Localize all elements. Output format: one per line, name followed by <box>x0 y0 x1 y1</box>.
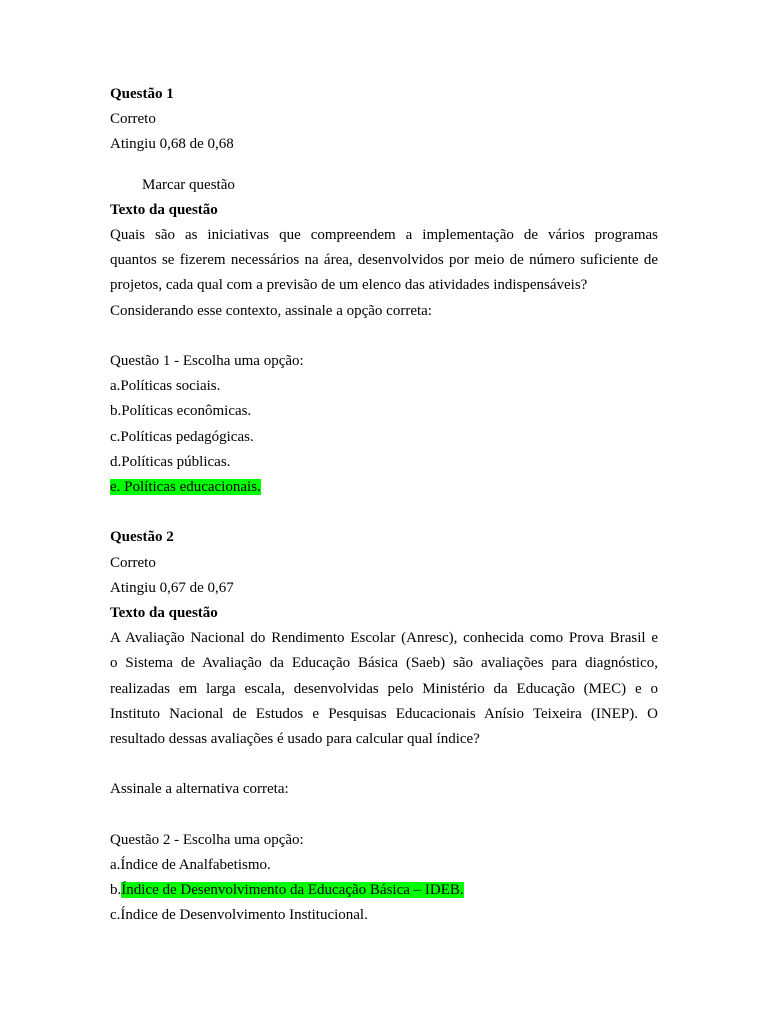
question-body-line: projetos, cada qual com a previsão de um elenco das atividades indispensáveis? <box>110 277 588 294</box>
question-body <box>110 223 658 299</box>
option-a[interactable]: a.Políticas sociais. <box>110 378 221 395</box>
question-status: Correto <box>110 111 156 128</box>
question-text-heading: Texto da questão <box>110 201 218 218</box>
question-score: Atingiu 0,68 de 0,68 <box>110 136 234 153</box>
question-1 <box>110 82 658 500</box>
question-title: Questão 1 <box>110 86 174 102</box>
option-c[interactable]: c.Políticas pedagógicas. <box>110 428 254 445</box>
option-b[interactable]: b.Políticas econômicas. <box>110 403 252 420</box>
question-body-line: o Sistema de Avaliação da Educação Básica (Saeb) são avaliações para diagnóstico, <box>110 655 658 672</box>
question-score: Atingiu 0,67 de 0,67 <box>110 579 234 596</box>
flag-question-link[interactable]: Marcar questão <box>142 176 235 193</box>
question-body-line: Quais são as iniciativas que compreendem a implementação de vários programas <box>110 227 658 244</box>
option-b-text: Índice de Desenvolvimento da Educação Básica – IDEB. <box>121 882 464 899</box>
question-body-line: quantos se fizerem necessários na área, desenvolvidos por meio de número suficiente de <box>110 252 658 269</box>
question-body <box>110 626 658 752</box>
document-page <box>110 82 658 929</box>
option-b-letter: b. <box>110 882 122 899</box>
question-2 <box>110 525 658 928</box>
question-status: Correto <box>110 554 156 571</box>
question-title: Questão 2 <box>110 529 174 546</box>
question-text-heading: Texto da questão <box>110 605 218 622</box>
question-instruction: Considerando esse contexto, assinale a opção correta: <box>110 302 432 319</box>
question-body-line: Instituto Nacional de Estudos e Pesquisas Educacionais Anísio Teixeira (INEP). O <box>110 705 658 722</box>
choose-option-label: Questão 1 - Escolha uma opção: <box>110 353 304 370</box>
option-b-selected[interactable] <box>110 878 658 903</box>
option-d[interactable]: d.Políticas públicas. <box>110 453 231 470</box>
question-body-line: resultado dessas avaliações é usado para calcular qual índice? <box>110 731 480 748</box>
question-body-line: realizadas em larga escala, desenvolvidas pelo Ministério da Educação (MEC) e o <box>110 680 658 697</box>
option-a[interactable]: a.Índice de Analfabetismo. <box>110 857 271 874</box>
option-e-selected[interactable]: e. Políticas educacionais. <box>110 479 261 496</box>
option-c[interactable]: c.Índice de Desenvolvimento Institucional. <box>110 907 368 924</box>
question-instruction: Assinale a alternativa correta: <box>110 781 289 798</box>
choose-option-label: Questão 2 - Escolha uma opção: <box>110 831 304 848</box>
question-body-line: A Avaliação Nacional do Rendimento Escolar (Anresc), conhecida como Prova Brasil e <box>110 630 658 647</box>
